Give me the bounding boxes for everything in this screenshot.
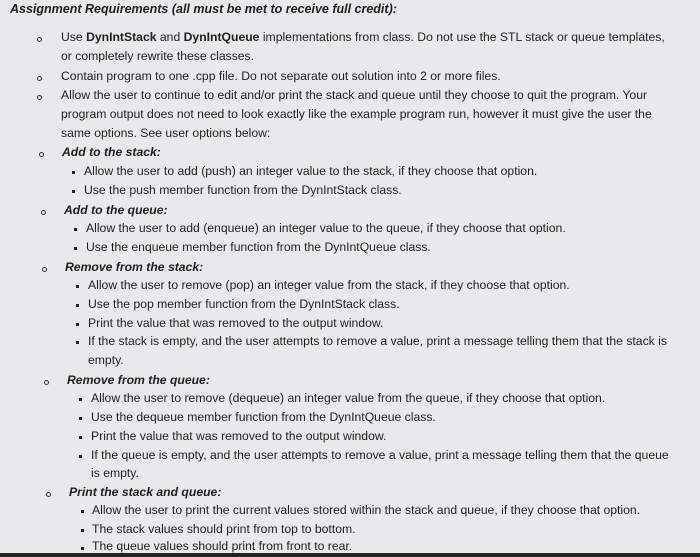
bullet-square	[76, 285, 79, 288]
item-line: program output does not need to look exactly like the example program run, however it must give the user the	[61, 107, 652, 121]
bullet-circle	[41, 210, 46, 215]
text: and	[156, 30, 184, 44]
bullet-square	[81, 510, 84, 513]
bullet-circle	[44, 380, 49, 385]
bullet-text: If the queue is empty, and the user attempts to remove a value, print a message telling them that the queue	[91, 448, 669, 462]
bullet-square	[79, 417, 82, 420]
page-title: Assignment Requirements (all must be met to receive full credit):	[10, 2, 397, 16]
bullet-text-cont: empty.	[88, 353, 124, 367]
bullet-square	[76, 341, 79, 344]
bullet-square	[81, 547, 84, 550]
section-title: Print the stack and queue:	[69, 485, 222, 499]
bullet-text: Allow the user to add (enqueue) an integer value to the queue, if they choose that option.	[86, 221, 566, 235]
bullet-circle	[46, 492, 51, 497]
bullet-text: Print the value that was removed to the output window.	[91, 429, 387, 443]
bullet-text: The stack values should print from top to bottom.	[92, 522, 356, 536]
bullet-text: The queue values should print from front to rear.	[92, 539, 353, 553]
section-title: Remove from the stack:	[65, 260, 204, 274]
bullet-text: Use the pop member function from the DynIntStack class.	[88, 297, 400, 311]
section-title: Add to the queue:	[64, 203, 168, 217]
bullet-circle	[37, 95, 42, 100]
bullet-circle	[42, 267, 47, 272]
item-line: same options. See user options below:	[61, 126, 271, 140]
bullet-text: Print the value that was removed to the output window.	[88, 316, 384, 330]
item-line	[61, 30, 665, 45]
section-title: Remove from the queue:	[67, 373, 210, 387]
bullet-square	[72, 190, 75, 193]
bullet-circle	[39, 152, 44, 157]
bullet-circle	[37, 76, 42, 81]
bullet-text: Use the push member function from the DynIntStack class.	[84, 183, 402, 197]
section-title: Add to the stack:	[62, 145, 161, 159]
bullet-square	[76, 323, 79, 326]
bullet-square	[79, 455, 82, 458]
bottom-edge	[0, 553, 700, 557]
bullet-square	[74, 228, 77, 231]
bullet-square	[72, 171, 75, 174]
text: implementations from class. Do not use the STL stack or queue templates,	[259, 30, 665, 44]
bullet-square	[74, 247, 77, 250]
bullet-text: Use the dequeue member function from the DynIntQueue class.	[91, 410, 436, 424]
item-line: Contain program to one .cpp file. Do not separate out solution into 2 or more files.	[61, 69, 501, 83]
bullet-text: Allow the user to remove (dequeue) an integer value from the queue, if they choose that option.	[91, 391, 606, 405]
bullet-circle	[37, 37, 42, 42]
bullet-square	[79, 436, 82, 439]
bullet-text: Allow the user to add (push) an integer value to the stack, if they choose that option.	[84, 164, 538, 178]
bullet-text: Use the enqueue member function from the DynIntQueue class.	[86, 240, 431, 254]
bullet-square	[79, 398, 82, 401]
bullet-text-cont: is empty.	[91, 466, 139, 480]
bullet-square	[76, 304, 79, 307]
bullet-text: Allow the user to remove (pop) an integer value from the stack, if they choose that option.	[88, 278, 570, 292]
item-line: or completely rewrite these classes.	[61, 49, 255, 63]
bullet-square	[81, 529, 84, 532]
class-name: DynIntQueue	[183, 30, 260, 44]
class-name: DynIntStack	[86, 30, 157, 44]
bullet-text: Allow the user to print the current values stored within the stack and queue, if they choose that option.	[92, 503, 641, 517]
item-line: Allow the user to continue to edit and/or print the stack and queue until they choose to quit the program. Your	[61, 88, 648, 102]
bullet-text: If the stack is empty, and the user attempts to remove a value, print a message telling them that the stack is	[88, 334, 667, 348]
text: Use	[61, 30, 87, 44]
